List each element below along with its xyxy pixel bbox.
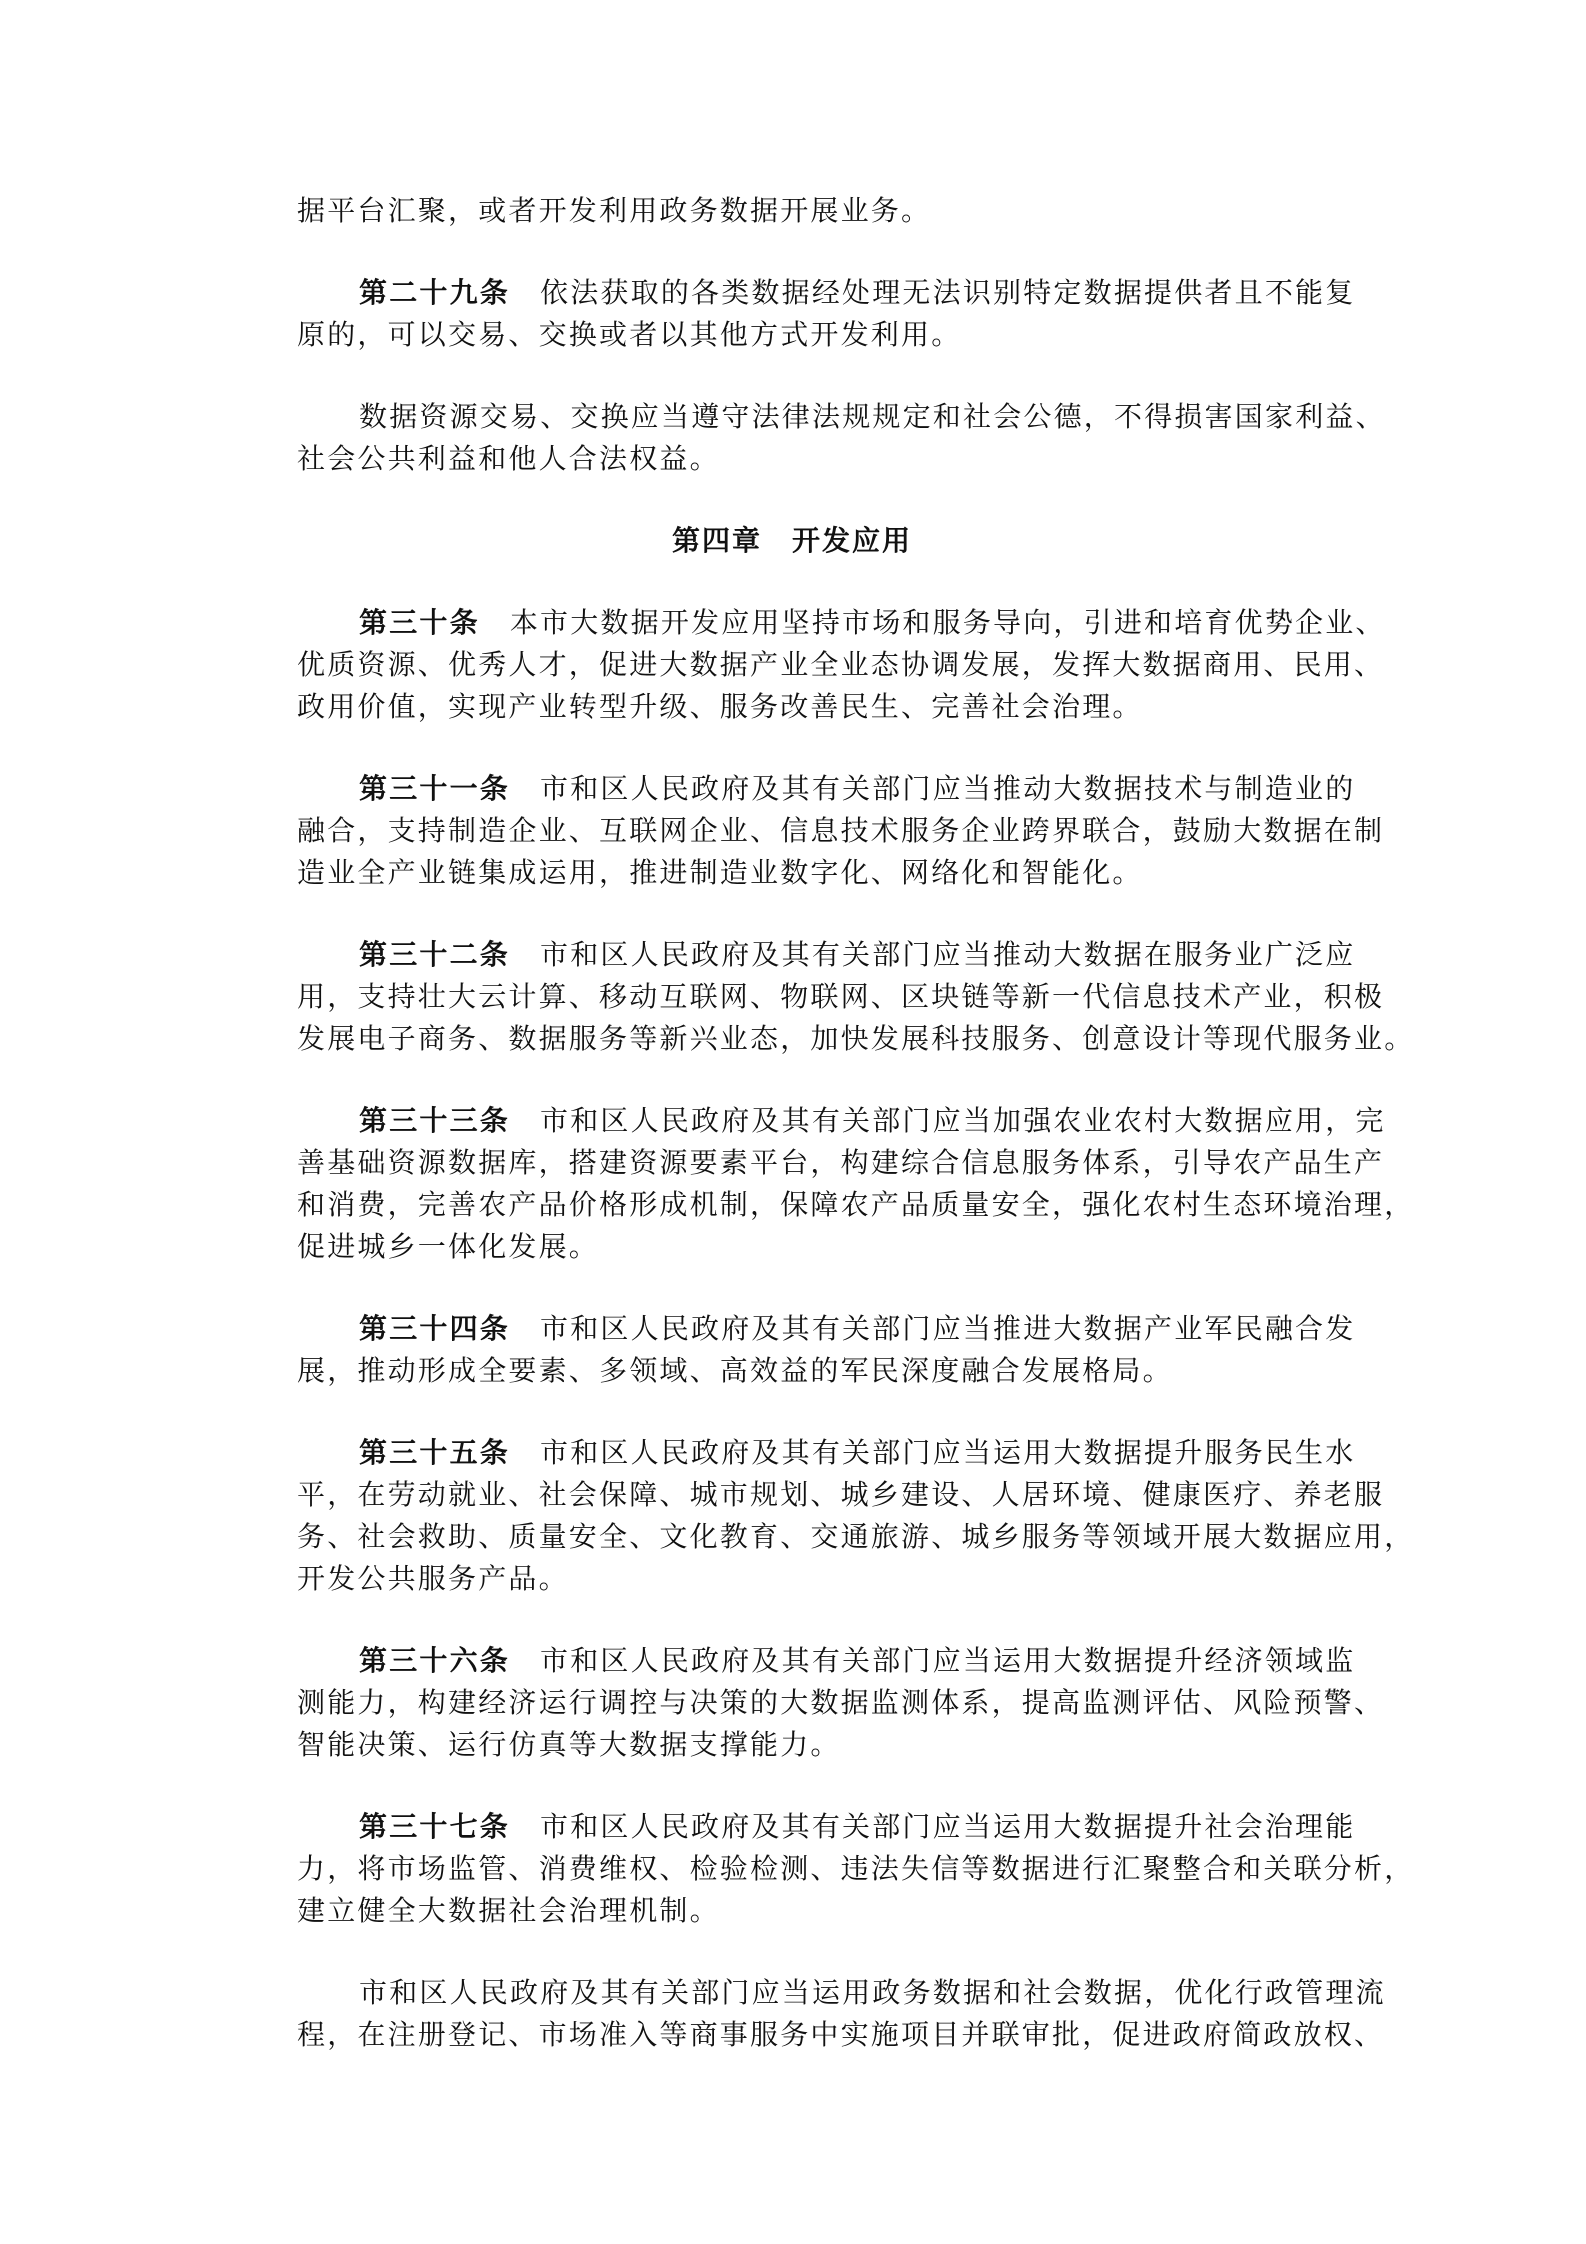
article-number: 第三十三条 — [359, 1104, 511, 1137]
text-line: 程，在注册登记、市场准入等商事服务中实施项目并联审批，促进政府简政放权、 — [297, 2018, 1385, 2051]
text-segment: 依法获取的各类数据经处理无法识别特定数据提供者且不能复 — [540, 276, 1356, 309]
text-line — [297, 1100, 1386, 1142]
text-line — [297, 272, 1356, 314]
text-segment: 市和区人民政府及其有关部门应当运用大数据提升社会治理能 — [540, 1810, 1356, 1843]
text-line: 政用价值，实现产业转型升级、服务改善民生、完善社会治理。 — [297, 690, 1143, 723]
chapter-title: 开发应用 — [792, 524, 913, 557]
text-line — [297, 602, 1386, 644]
article-number: 第三十二条 — [359, 938, 511, 971]
text-line: 据平台汇聚，或者开发利用政务数据开展业务。 — [297, 194, 932, 227]
text-line: 力，将市场监管、消费维权、检验检测、违法失信等数据进行汇聚整合和关联分析， — [297, 1852, 1415, 1885]
text-line: 展，推动形成全要素、多领域、高效益的军民深度融合发展格局。 — [297, 1354, 1173, 1387]
article-number: 第三十六条 — [359, 1644, 511, 1677]
text-line — [297, 1640, 1356, 1682]
text-line: 促进城乡一体化发展。 — [297, 1230, 600, 1263]
article-34 — [297, 1308, 1356, 1392]
article-37-paragraph-2 — [297, 1972, 1386, 2056]
article-30 — [297, 602, 1386, 728]
text-line — [297, 1806, 1356, 1848]
article-number: 第三十四条 — [359, 1312, 511, 1345]
text-line: 社会公共利益和他人合法权益。 — [297, 442, 720, 475]
text-segment: 市和区人民政府及其有关部门应当推进大数据产业军民融合发 — [540, 1312, 1356, 1345]
text-line: 智能决策、运行仿真等大数据支撑能力。 — [297, 1728, 841, 1761]
text-line: 建立健全大数据社会治理机制。 — [297, 1894, 720, 1927]
article-35 — [297, 1432, 1415, 1600]
article-number: 第三十五条 — [359, 1436, 511, 1469]
text-line: 开发公共服务产品。 — [297, 1562, 569, 1595]
text-segment: 市和区人民政府及其有关部门应当运用大数据提升经济领域监 — [540, 1644, 1356, 1677]
text-line: 测能力，构建经济运行调控与决策的大数据监测体系，提高监测评估、风险预警、 — [297, 1686, 1385, 1719]
text-line: 用，支持壮大云计算、移动互联网、物联网、区块链等新一代信息技术产业，积极 — [297, 980, 1385, 1013]
text-line — [297, 1432, 1356, 1474]
article-36 — [297, 1640, 1385, 1766]
article-29-paragraph-2 — [297, 396, 1386, 480]
chapter-number: 第四章 — [671, 524, 762, 557]
article-31 — [297, 768, 1385, 894]
article-number: 第三十七条 — [359, 1810, 511, 1843]
chapter-heading — [297, 520, 1297, 562]
text-line — [297, 934, 1356, 976]
text-segment: 本市大数据开发应用坚持市场和服务导向，引进和培育优势企业、 — [509, 606, 1386, 639]
paragraph-continuation — [297, 190, 1297, 232]
text-line: 和消费，完善农产品价格形成机制，保障农产品质量安全，强化农村生态环境治理， — [297, 1188, 1415, 1221]
text-line: 原的，可以交易、交换或者以其他方式开发利用。 — [297, 318, 962, 351]
text-line — [297, 768, 1356, 810]
text-line: 平，在劳动就业、社会保障、城市规划、城乡建设、人居环境、健康医疗、养老服 — [297, 1478, 1385, 1511]
text-line: 优质资源、优秀人才，促进大数据产业全业态协调发展，发挥大数据商用、民用、 — [297, 648, 1385, 681]
text-line: 数据资源交易、交换应当遵守法律法规规定和社会公德，不得损害国家利益、 — [359, 400, 1386, 433]
article-32 — [297, 934, 1415, 1060]
document-page — [297, 190, 1415, 2096]
article-33 — [297, 1100, 1415, 1268]
text-segment: 市和区人民政府及其有关部门应当推动大数据在服务业广泛应 — [540, 938, 1356, 971]
text-line — [297, 1308, 1356, 1350]
article-number: 第二十九条 — [359, 276, 511, 309]
text-segment: 市和区人民政府及其有关部门应当加强农业农村大数据应用，完 — [540, 1104, 1386, 1137]
text-line: 善基础资源数据库，搭建资源要素平台，构建综合信息服务体系，引导农产品生产 — [297, 1146, 1385, 1179]
text-line: 融合，支持制造企业、互联网企业、信息技术服务企业跨界联合，鼓励大数据在制 — [297, 814, 1385, 847]
text-segment: 市和区人民政府及其有关部门应当推动大数据技术与制造业的 — [540, 772, 1356, 805]
text-line: 造业全产业链集成运用，推进制造业数字化、网络化和智能化。 — [297, 856, 1143, 889]
text-line: 务、社会救助、质量安全、文化教育、交通旅游、城乡服务等领域开展大数据应用， — [297, 1520, 1415, 1553]
article-number: 第三十一条 — [359, 772, 511, 805]
article-37 — [297, 1806, 1415, 1932]
article-number: 第三十条 — [359, 606, 480, 639]
article-29 — [297, 272, 1356, 356]
text-line: 市和区人民政府及其有关部门应当运用政务数据和社会数据，优化行政管理流 — [359, 1976, 1386, 2009]
text-segment: 市和区人民政府及其有关部门应当运用大数据提升服务民生水 — [540, 1436, 1356, 1469]
text-line: 发展电子商务、数据服务等新兴业态，加快发展科技服务、创意设计等现代服务业。 — [297, 1022, 1415, 1055]
